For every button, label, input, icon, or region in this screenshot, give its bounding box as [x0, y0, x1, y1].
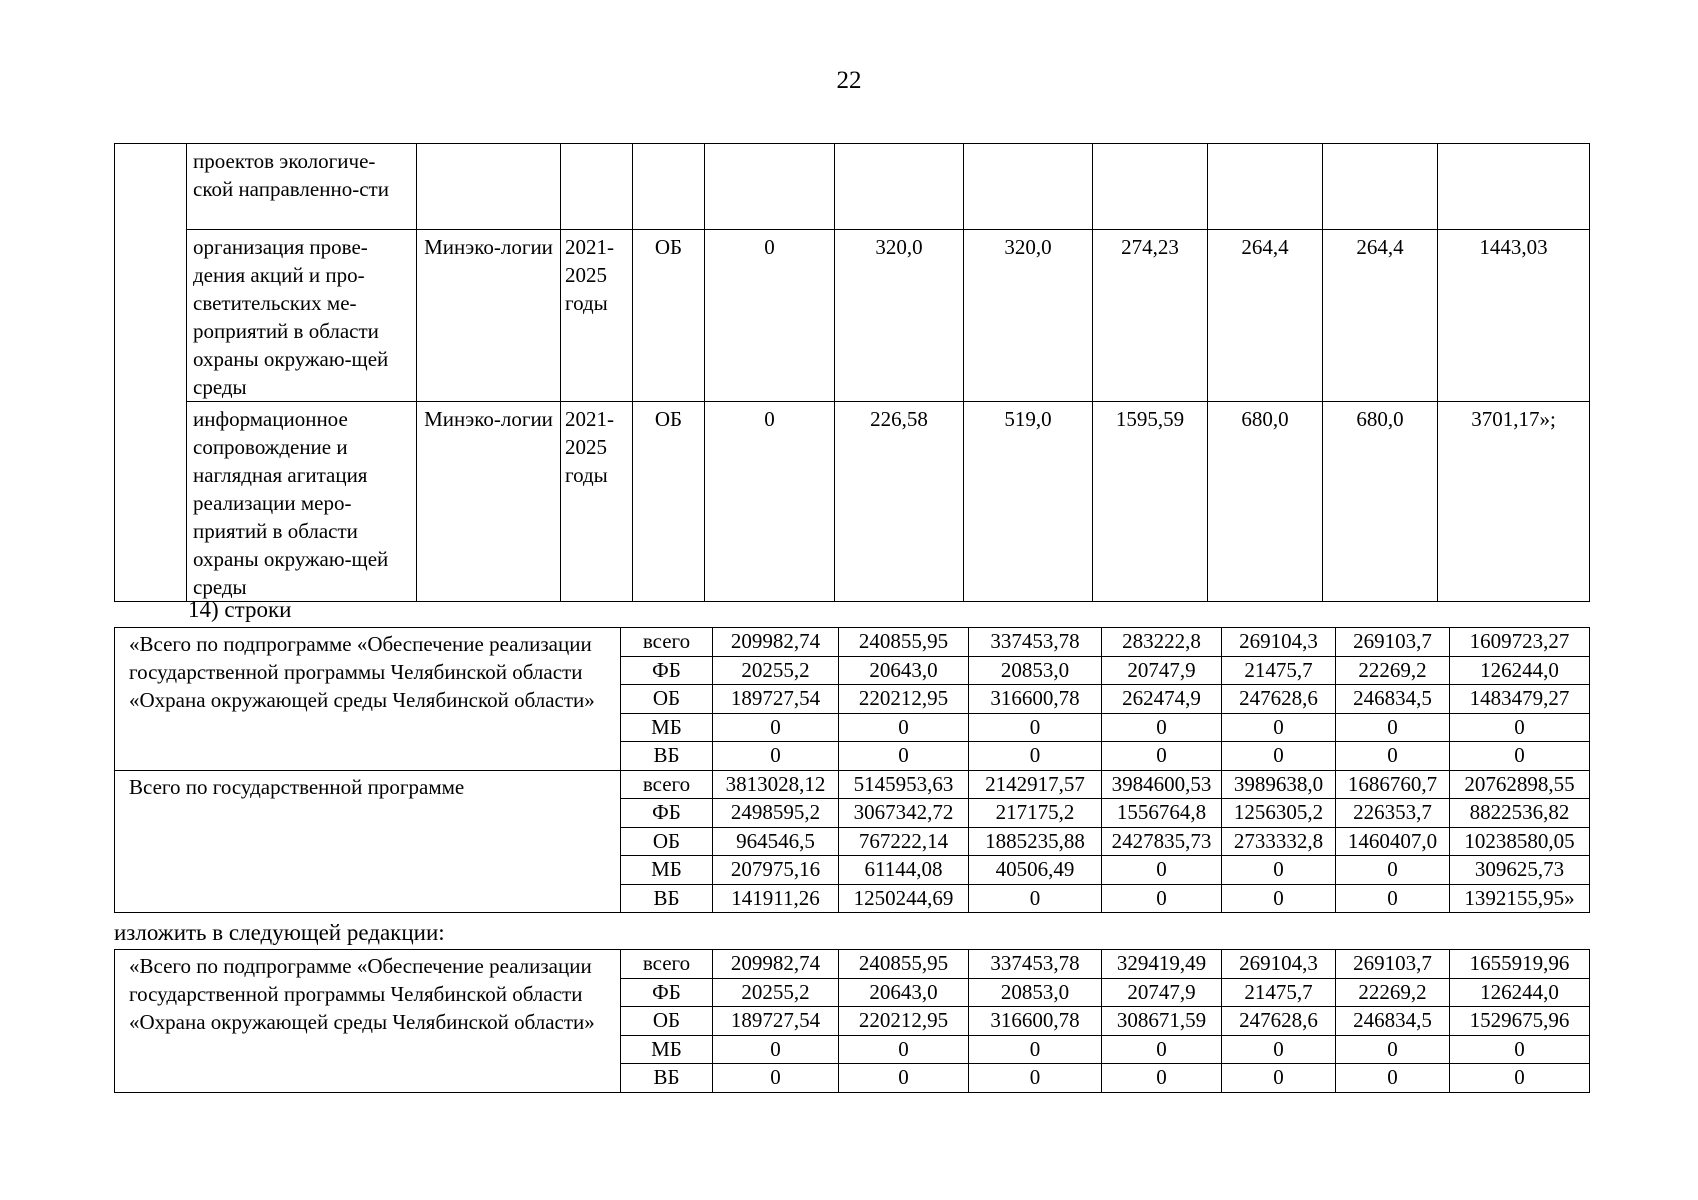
value-cell: 1483479,27 — [1450, 685, 1590, 714]
fund-source-cell: ОБ — [621, 827, 713, 856]
fund-source-cell: ВБ — [621, 884, 713, 913]
value-cell: 10238580,05 — [1450, 827, 1590, 856]
value-cell: 207975,16 — [713, 856, 839, 885]
executor-cell — [417, 144, 561, 230]
value-cell — [705, 144, 835, 230]
value-cell: 0 — [1222, 1035, 1336, 1064]
activities-table — [114, 143, 1590, 602]
value-cell: 209982,74 — [713, 950, 839, 979]
value-cell: 0 — [839, 713, 969, 742]
table-row — [115, 144, 1590, 230]
period-cell — [561, 144, 633, 230]
number-cell — [115, 144, 187, 602]
fund-source-cell: МБ — [621, 856, 713, 885]
value-cell: 20762898,55 — [1450, 770, 1590, 799]
value-cell: 3067342,72 — [839, 799, 969, 828]
activity-name: информационное сопровождение и наглядная агитация реализации меро-приятий в области охраны окружаю-щей среды — [187, 402, 417, 602]
fund-source-cell: ФБ — [621, 978, 713, 1007]
value-cell — [1438, 144, 1590, 230]
value-cell: 0 — [1336, 1035, 1450, 1064]
value-cell: 0 — [1336, 1064, 1450, 1093]
value-cell: 21475,7 — [1222, 978, 1336, 1007]
value-cell: 22269,2 — [1336, 978, 1450, 1007]
current-totals-table — [114, 627, 1590, 913]
value-cell: 767222,14 — [839, 827, 969, 856]
value-cell: 0 — [1102, 1035, 1222, 1064]
value-cell: 22269,2 — [1336, 656, 1450, 685]
value-cell: 0 — [1336, 713, 1450, 742]
value-cell: 0 — [969, 713, 1102, 742]
value-cell: 220212,95 — [839, 1007, 969, 1036]
value-cell: 0 — [1102, 713, 1222, 742]
value-cell: 3984600,53 — [1102, 770, 1222, 799]
value-cell: 0 — [1222, 1064, 1336, 1093]
value-cell: 316600,78 — [969, 685, 1102, 714]
value-cell — [964, 144, 1093, 230]
value-cell: 20747,9 — [1102, 656, 1222, 685]
value-cell: 189727,54 — [713, 685, 839, 714]
value-cell — [1208, 144, 1323, 230]
fund-source-cell: ФБ — [621, 656, 713, 685]
value-cell: 20853,0 — [969, 978, 1102, 1007]
value-cell: 1392155,95» — [1450, 884, 1590, 913]
value-cell: 209982,74 — [713, 628, 839, 657]
value-cell: 0 — [713, 713, 839, 742]
value-cell: 0 — [1450, 713, 1590, 742]
fund-source-cell: ВБ — [621, 1064, 713, 1093]
activity-name: проектов экологиче-ской направленно-сти — [187, 144, 417, 230]
value-cell: 0 — [839, 1035, 969, 1064]
value-cell: 126244,0 — [1450, 656, 1590, 685]
value-cell: 264,4 — [1208, 230, 1323, 402]
value-cell: 680,0 — [1323, 402, 1438, 602]
value-cell: 3989638,0 — [1222, 770, 1336, 799]
value-cell: 20747,9 — [1102, 978, 1222, 1007]
value-cell: 0 — [1222, 884, 1336, 913]
value-cell: 0 — [969, 742, 1102, 771]
value-cell: 240855,95 — [839, 628, 969, 657]
value-cell: 0 — [713, 1064, 839, 1093]
fund-source-cell — [633, 144, 705, 230]
value-cell: 320,0 — [835, 230, 964, 402]
table-row — [115, 230, 1590, 402]
value-cell: 337453,78 — [969, 628, 1102, 657]
fund-source-cell: ФБ — [621, 799, 713, 828]
value-cell: 226,58 — [835, 402, 964, 602]
value-cell: 40506,49 — [969, 856, 1102, 885]
value-cell: 308671,59 — [1102, 1007, 1222, 1036]
value-cell: 1556764,8 — [1102, 799, 1222, 828]
value-cell: 1529675,96 — [1450, 1007, 1590, 1036]
table-row — [115, 770, 1590, 799]
value-cell — [835, 144, 964, 230]
value-cell: 20255,2 — [713, 656, 839, 685]
value-cell: 0 — [1102, 742, 1222, 771]
value-cell: 2427835,73 — [1102, 827, 1222, 856]
period-cell: 2021-2025 годы — [561, 230, 633, 402]
value-cell: 274,23 — [1093, 230, 1208, 402]
value-cell: 141911,26 — [713, 884, 839, 913]
value-cell: 269104,3 — [1222, 950, 1336, 979]
value-cell: 0 — [969, 1035, 1102, 1064]
value-cell — [1093, 144, 1208, 230]
value-cell: 217175,2 — [969, 799, 1102, 828]
value-cell: 246834,5 — [1336, 1007, 1450, 1036]
value-cell: 240855,95 — [839, 950, 969, 979]
value-cell: 3813028,12 — [713, 770, 839, 799]
value-cell: 0 — [1222, 856, 1336, 885]
value-cell: 283222,8 — [1102, 628, 1222, 657]
value-cell: 226353,7 — [1336, 799, 1450, 828]
value-cell: 0 — [1222, 713, 1336, 742]
value-cell: 269103,7 — [1336, 950, 1450, 979]
value-cell: 8822536,82 — [1450, 799, 1590, 828]
value-cell: 2142917,57 — [969, 770, 1102, 799]
executor-cell: Минэко-логии — [417, 230, 561, 402]
value-cell: 5145953,63 — [839, 770, 969, 799]
value-cell: 220212,95 — [839, 685, 969, 714]
value-cell: 519,0 — [964, 402, 1093, 602]
value-cell — [1323, 144, 1438, 230]
program-total-label: Всего по государственной программе — [115, 770, 621, 913]
value-cell: 0 — [1222, 742, 1336, 771]
fund-source-cell: ВБ — [621, 742, 713, 771]
value-cell: 0 — [705, 230, 835, 402]
table-row — [115, 402, 1590, 602]
new-edition-caption: изложить в следующей редакции: — [114, 920, 445, 945]
value-cell: 0 — [969, 1064, 1102, 1093]
table-row — [115, 628, 1590, 657]
value-cell: 269104,3 — [1222, 628, 1336, 657]
value-cell: 20255,2 — [713, 978, 839, 1007]
value-cell: 0 — [705, 402, 835, 602]
item-14-caption: 14) строки — [188, 597, 292, 622]
fund-source-cell: всего — [621, 950, 713, 979]
value-cell: 1256305,2 — [1222, 799, 1336, 828]
value-cell: 0 — [713, 1035, 839, 1064]
fund-source-cell: всего — [621, 770, 713, 799]
value-cell: 320,0 — [964, 230, 1093, 402]
value-cell: 0 — [1102, 856, 1222, 885]
subprogram-total-label: «Всего по подпрограмме «Обеспечение реализации государственной программы Челябинской области «Охрана окружающей среды Челябинской области» — [115, 628, 621, 771]
value-cell: 680,0 — [1208, 402, 1323, 602]
value-cell: 0 — [1102, 1064, 1222, 1093]
value-cell: 1686760,7 — [1336, 770, 1450, 799]
value-cell: 0 — [969, 884, 1102, 913]
value-cell: 20643,0 — [839, 656, 969, 685]
value-cell: 0 — [1336, 742, 1450, 771]
value-cell: 0 — [839, 742, 969, 771]
value-cell: 20643,0 — [839, 978, 969, 1007]
value-cell: 246834,5 — [1336, 685, 1450, 714]
executor-cell: Минэко-логии — [417, 402, 561, 602]
value-cell: 21475,7 — [1222, 656, 1336, 685]
value-cell: 309625,73 — [1450, 856, 1590, 885]
fund-source-cell: всего — [621, 628, 713, 657]
value-cell: 3701,17»; — [1438, 402, 1590, 602]
value-cell: 1595,59 — [1093, 402, 1208, 602]
activity-name: организация прове-дения акций и про-светительских ме-роприятий в области охраны окружаю-щей среды — [187, 230, 417, 402]
value-cell: 0 — [839, 1064, 969, 1093]
subprogram-total-label: «Всего по подпрограмме «Обеспечение реализации государственной программы Челябинской области «Охрана окружающей среды Челябинской области» — [115, 950, 621, 1093]
value-cell: 20853,0 — [969, 656, 1102, 685]
fund-source-cell: МБ — [621, 1035, 713, 1064]
value-cell: 247628,6 — [1222, 685, 1336, 714]
value-cell: 1460407,0 — [1336, 827, 1450, 856]
value-cell: 1885235,88 — [969, 827, 1102, 856]
value-cell: 1443,03 — [1438, 230, 1590, 402]
value-cell: 0 — [1336, 856, 1450, 885]
period-cell: 2021-2025 годы — [561, 402, 633, 602]
value-cell: 247628,6 — [1222, 1007, 1336, 1036]
value-cell: 269103,7 — [1336, 628, 1450, 657]
value-cell: 0 — [1102, 884, 1222, 913]
value-cell: 2733332,8 — [1222, 827, 1336, 856]
table-row — [115, 950, 1590, 979]
value-cell: 0 — [1336, 884, 1450, 913]
value-cell: 964546,5 — [713, 827, 839, 856]
value-cell: 262474,9 — [1102, 685, 1222, 714]
page-number: 22 — [836, 67, 862, 94]
value-cell: 0 — [713, 742, 839, 771]
value-cell: 1655919,96 — [1450, 950, 1590, 979]
value-cell: 1609723,27 — [1450, 628, 1590, 657]
fund-source-cell: ОБ — [633, 402, 705, 602]
value-cell: 1250244,69 — [839, 884, 969, 913]
fund-source-cell: ОБ — [621, 1007, 713, 1036]
value-cell: 329419,49 — [1102, 950, 1222, 979]
value-cell: 264,4 — [1323, 230, 1438, 402]
value-cell: 337453,78 — [969, 950, 1102, 979]
value-cell: 61144,08 — [839, 856, 969, 885]
fund-source-cell: ОБ — [621, 685, 713, 714]
value-cell: 316600,78 — [969, 1007, 1102, 1036]
value-cell: 0 — [1450, 742, 1590, 771]
value-cell: 0 — [1450, 1064, 1590, 1093]
value-cell: 189727,54 — [713, 1007, 839, 1036]
value-cell: 2498595,2 — [713, 799, 839, 828]
value-cell: 126244,0 — [1450, 978, 1590, 1007]
fund-source-cell: ОБ — [633, 230, 705, 402]
value-cell: 0 — [1450, 1035, 1590, 1064]
fund-source-cell: МБ — [621, 713, 713, 742]
new-totals-table — [114, 949, 1590, 1093]
